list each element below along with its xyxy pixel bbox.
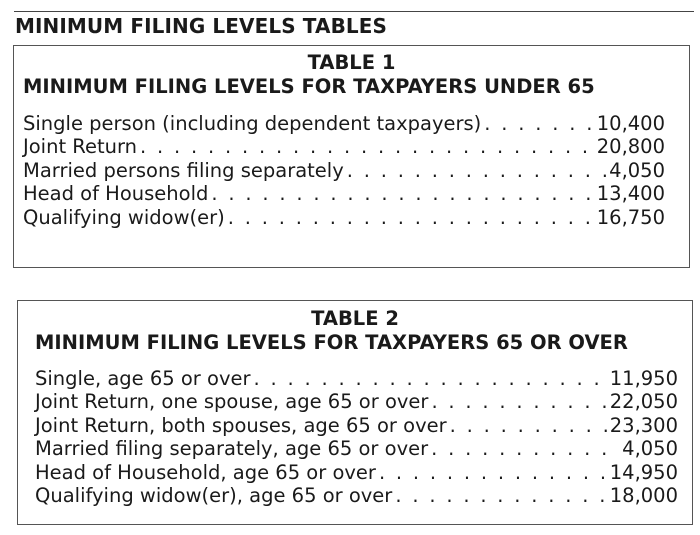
dot-leader [395,484,607,507]
row-amount: 18,000 [609,483,678,507]
table-2-box [17,300,693,525]
page-title: MINIMUM FILING LEVELS TABLES [15,14,388,38]
dot-leader [431,437,620,460]
dot-leader [347,159,607,182]
dot-leader [211,182,594,205]
table-row [35,390,678,413]
table-row [35,367,678,390]
row-amount: 4,050 [609,158,665,182]
row-amount: 11,950 [609,367,678,390]
row-amount: 10,400 [596,112,665,135]
dot-leader [140,135,595,158]
table-row [35,437,678,460]
row-amount: 4,050 [622,437,678,461]
row-label: Qualifying widow(er), age 65 or over [35,483,393,507]
dot-leader [228,206,595,229]
table-row [23,206,665,229]
table-row [23,182,665,205]
row-label: Single person (including dependent taxpayers) [23,112,482,135]
table-row [35,414,678,437]
row-amount: 20,800 [596,135,665,159]
row-amount: 13,400 [596,182,665,206]
row-label: Head of Household [23,182,209,206]
row-label: Joint Return, one spouse, age 65 or over [35,390,429,414]
row-amount: 14,950 [609,460,678,484]
dot-leader [379,461,608,484]
table-row [35,461,678,484]
row-label: Joint Return, both spouses, age 65 or over [35,413,447,437]
table-1-box [13,45,690,268]
table-row [35,484,678,507]
table-1-number: TABLE 1 [307,51,396,74]
row-label: Joint Return [23,135,138,159]
dot-leader [254,367,608,390]
top-divider [14,11,694,12]
dot-leader [431,390,607,413]
dot-leader [450,414,608,437]
table-row [23,112,665,135]
table-2-rows [35,367,678,507]
row-amount: 23,300 [609,413,678,437]
table-row [23,159,665,182]
row-label: Married filing separately, age 65 or over [35,437,429,461]
table-1-title: MINIMUM FILING LEVELS FOR TAXPAYERS UNDER 65 [23,75,595,98]
table-2-title: MINIMUM FILING LEVELS FOR TAXPAYERS 65 OR OVER [35,331,628,354]
table-row [23,135,665,158]
row-amount: 16,750 [596,205,665,229]
row-label: Single, age 65 or over [35,367,251,390]
row-amount: 22,050 [609,390,678,414]
table-2-number: TABLE 2 [311,307,399,330]
row-label: Head of Household, age 65 or over [35,460,376,484]
row-label: Married persons filing separately [23,158,344,182]
row-label: Qualifying widow(er) [23,205,225,229]
table-1-rows [23,112,665,229]
dot-leader [484,112,594,135]
